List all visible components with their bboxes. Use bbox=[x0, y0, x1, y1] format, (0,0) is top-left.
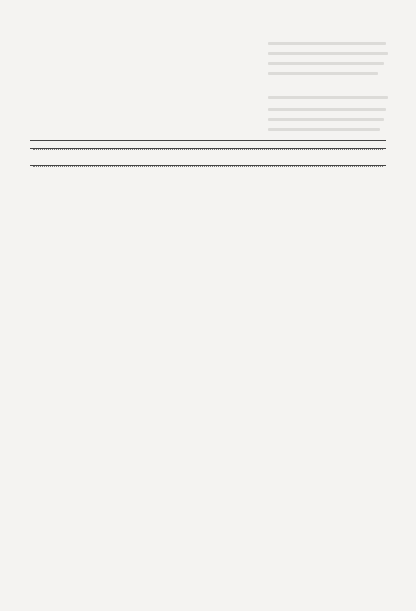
leader-dots bbox=[33, 149, 383, 150]
divider bbox=[30, 140, 386, 141]
part2-heading[interactable] bbox=[30, 169, 386, 170]
show-through-text bbox=[0, 0, 416, 150]
part1-heading[interactable] bbox=[30, 152, 386, 153]
leader-dots bbox=[33, 166, 383, 167]
table-of-contents bbox=[30, 140, 386, 170]
